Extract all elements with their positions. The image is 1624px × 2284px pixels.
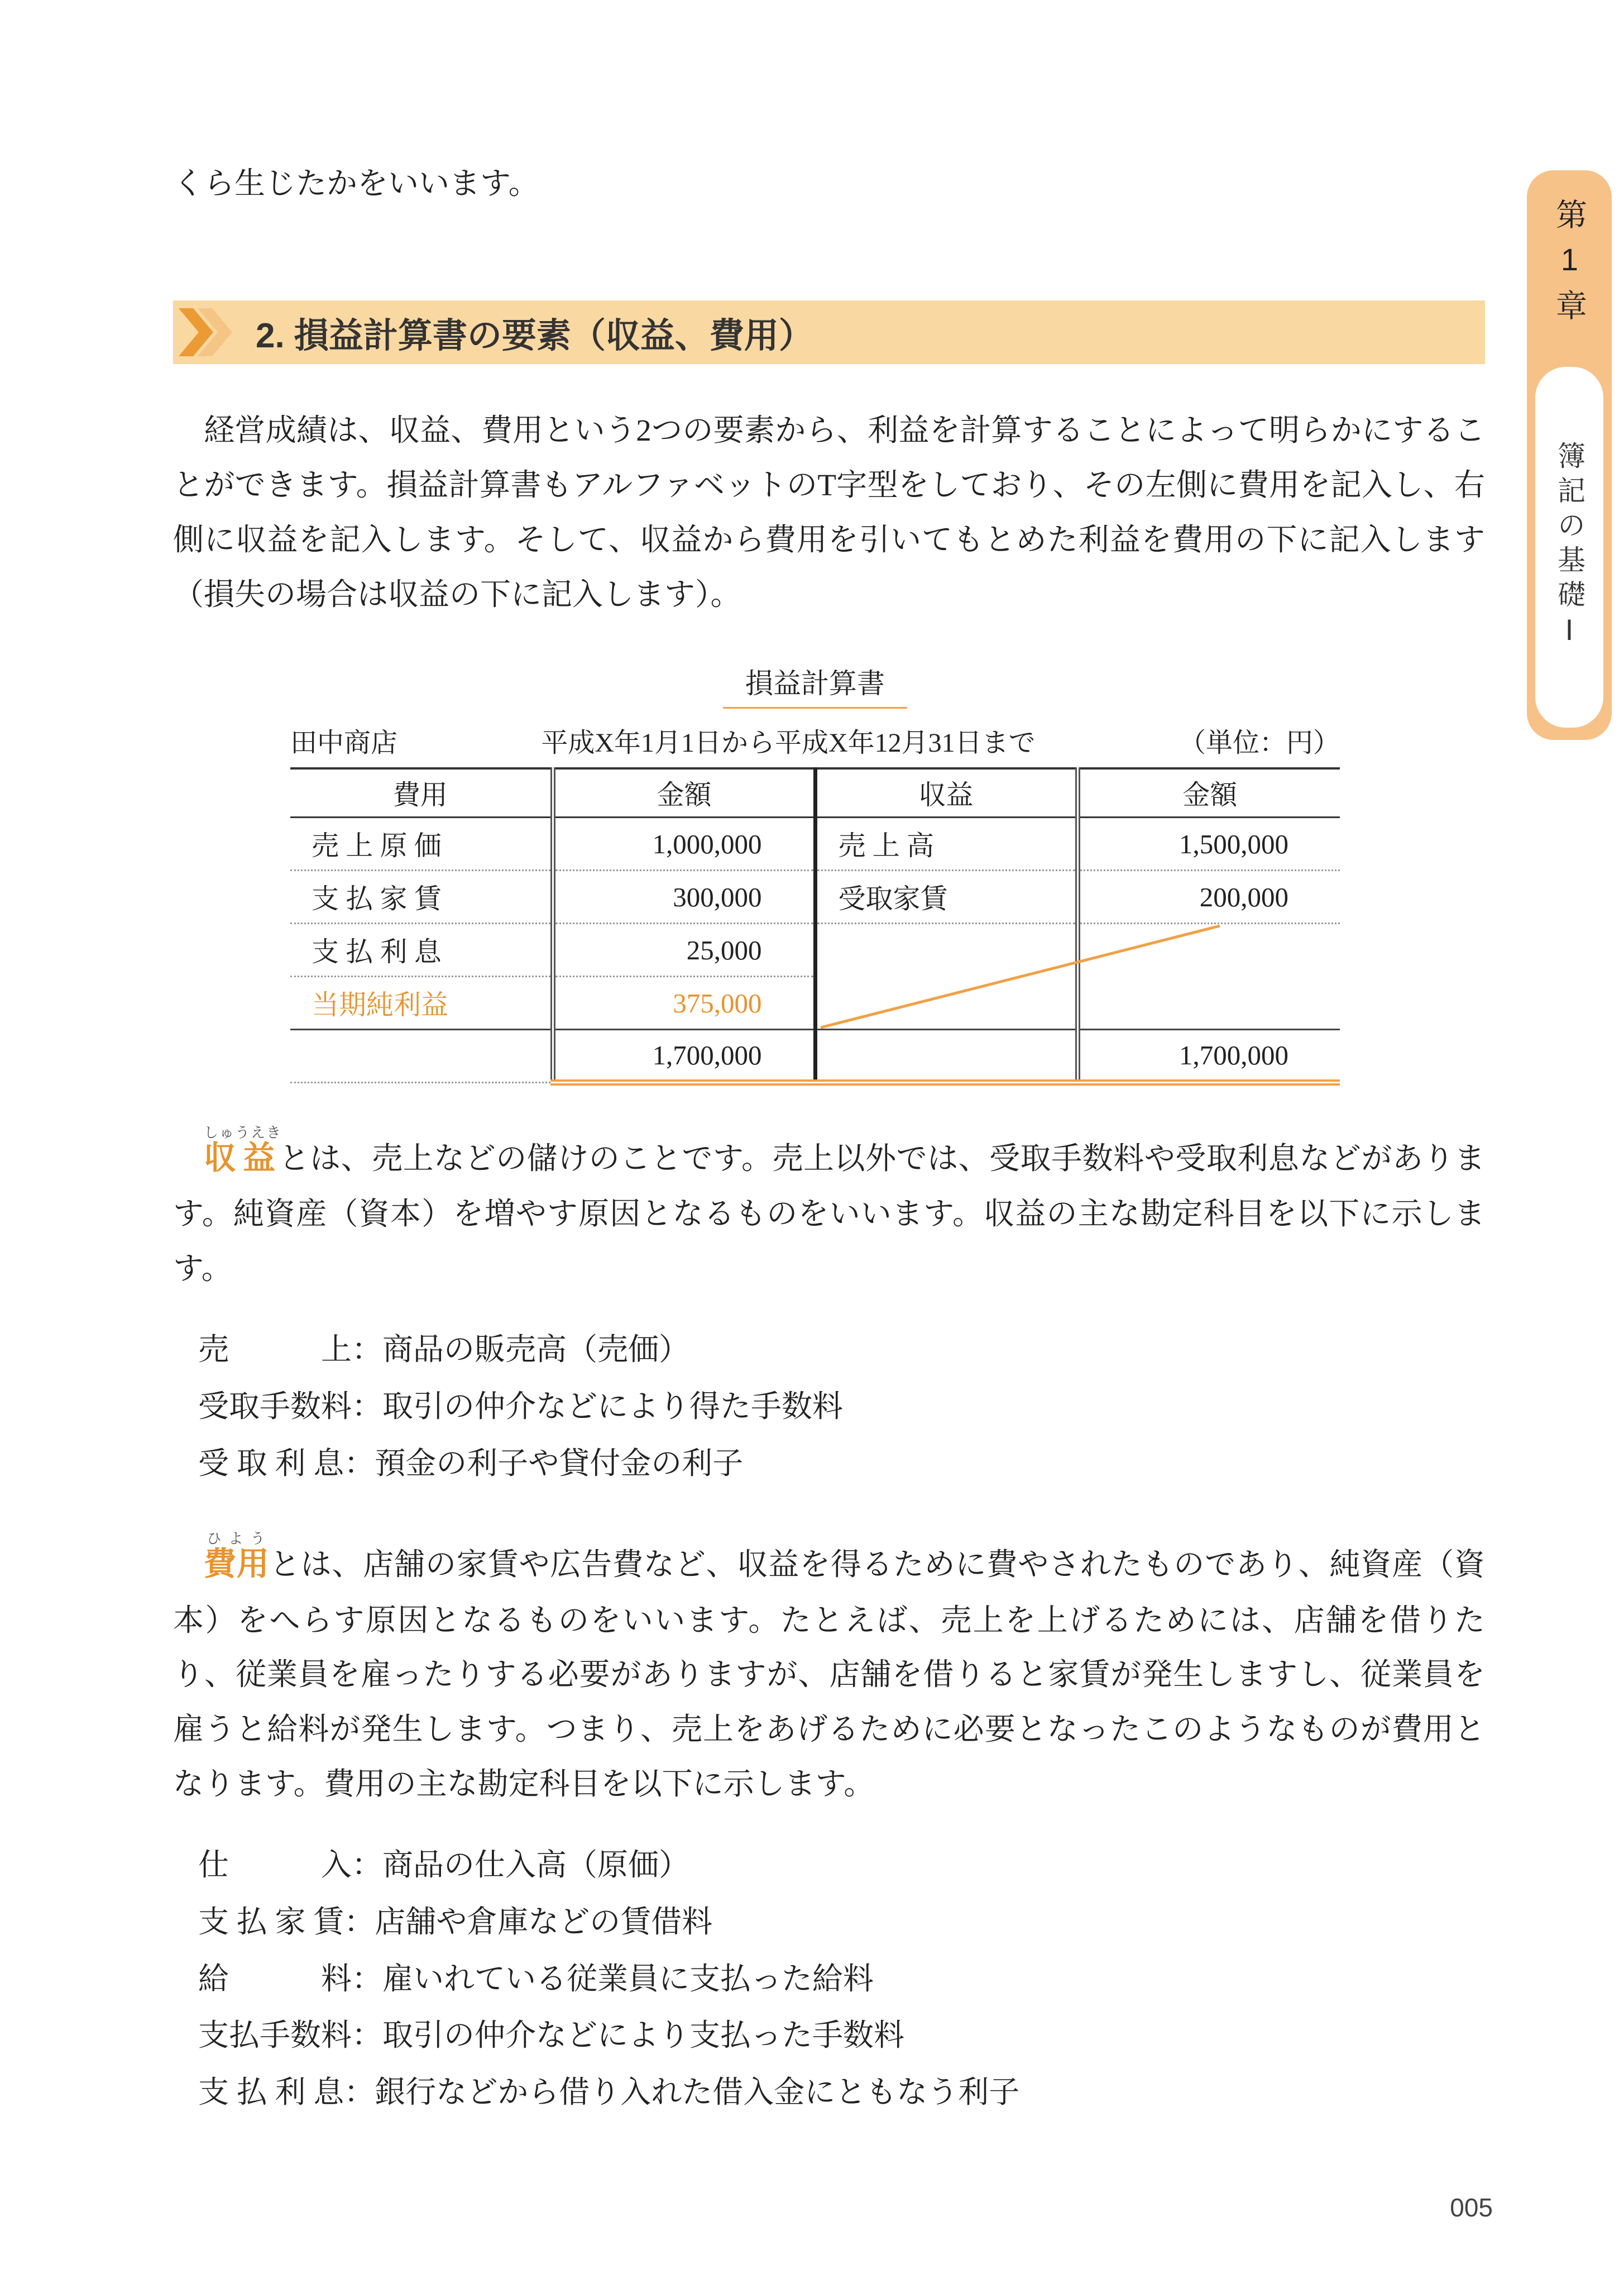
expense-account-list <box>173 1837 1485 2121</box>
list-item: 支 払 家 賃：店舗や倉庫などの賃借料 <box>198 1904 713 1939</box>
revenue-amount <box>1077 924 1340 977</box>
expense-name: 支 払 家 賃 <box>290 871 553 924</box>
statement-title: 損益計算書 <box>723 661 907 709</box>
revenue-account-list <box>173 1321 1485 1492</box>
carryover-text: くら生じたかをいいます。 <box>173 166 539 200</box>
expense-paragraph <box>173 1531 1485 1812</box>
table-total-row <box>290 1030 1340 1083</box>
table-row <box>290 818 1340 871</box>
page-content <box>173 0 1485 2121</box>
revenue-paragraph <box>173 1125 1485 1296</box>
company-name: 田中商店 <box>290 728 398 758</box>
list-item: 仕 入：商品の仕入高（原価） <box>198 1848 690 1882</box>
revenue-furigana: しゅうえき <box>204 1125 282 1141</box>
net-income-label: 当期純利益 <box>290 977 553 1030</box>
list-item: 給 料：雇いれている従業員に支払った給料 <box>198 1961 874 1996</box>
revenue-amount: 200,000 <box>1077 871 1340 924</box>
revenue-amount <box>1077 977 1340 1030</box>
statement-table-wrap <box>290 767 1340 1086</box>
statement-subtitle-row <box>290 721 1340 759</box>
chapter-side-tab <box>1527 170 1612 740</box>
chevron-icon <box>179 308 237 356</box>
revenue-term <box>204 1125 282 1177</box>
expense-amount: 1,000,000 <box>553 818 815 871</box>
list-item: 受 取 利 息：預金の利子や貸付金の利子 <box>198 1446 744 1480</box>
statement-title-row <box>290 661 1340 709</box>
page-number: 005 <box>1450 2193 1493 2222</box>
header-revenue-amount: 金額 <box>1077 768 1340 818</box>
chapter-title: 簿記の基礎Ⅰ <box>1554 441 1585 653</box>
expense-term-text: 費用 <box>204 1546 270 1583</box>
revenue-total-label <box>815 1030 1077 1083</box>
intro-paragraph: 経営成績は、収益、費用という2つの要素から、利益を計算することによって明らかにすることができます。損益計算書もアルファベットのT字型をしており、その左側に費用を記入し、右側に収益を記入します。そして、収益から費用を引いてもとめた利益を費用の下に記入します（損失の場合は収益の下に記入します）。 <box>173 413 1485 611</box>
chapter-title-box <box>1535 367 1603 728</box>
list-item: 支払手数料：取引の仲介などにより支払った手数料 <box>198 2018 905 2053</box>
net-income-amount: 375,000 <box>553 977 815 1030</box>
section-title: 2. 損益計算書の要素（収益、費用） <box>256 316 813 355</box>
list-item: 受取手数料：取引の仲介などにより得た手数料 <box>198 1389 844 1423</box>
pl-statement <box>173 661 1485 1086</box>
header-expense-amount: 金額 <box>553 768 815 818</box>
revenue-name: 受取家賃 <box>815 871 1077 924</box>
revenue-name <box>815 977 1077 1030</box>
expense-furigana: ひよう <box>204 1531 269 1547</box>
expense-paragraph-text: とは、店舗の家賃や広告費など、収益を得るために費やされたものであり、純資産（資本）をへらす原因となるものをいいます。たとえば、売上を上げるためには、店舗を借りたり、従業員を雇ったりする必要がありますが、店舗を借りると家賃が発生しますし、従業員を雇うと給料が発生します。つまり、売上をあげるために必要となったこのようなものが費用となります。費用の主な勘定科目を以下に示します。 <box>173 1547 1485 1802</box>
expense-amount: 25,000 <box>553 924 815 977</box>
table-row <box>290 871 1340 924</box>
pl-table <box>290 767 1340 1086</box>
revenue-term-text: 収益 <box>204 1140 282 1177</box>
revenue-amount: 1,500,000 <box>1077 818 1340 871</box>
expense-name: 支 払 利 息 <box>290 924 553 977</box>
revenue-paragraph-text: とは、売上などの儲けのことです。売上以外では、受取手数料や受取利息などがあります。純資産（資本）を増やす原因となるものをいいます。収益の主な勘定科目を以下に示します。 <box>173 1141 1485 1286</box>
expense-term <box>204 1531 270 1583</box>
expense-total-amount: 1,700,000 <box>553 1030 815 1083</box>
header-expense: 費用 <box>290 768 553 818</box>
expense-total-label <box>290 1030 553 1083</box>
section-header <box>173 300 1485 364</box>
revenue-name <box>815 924 1077 977</box>
table-row <box>290 977 1340 1030</box>
table-header-row <box>290 768 1340 818</box>
unit-label: （単位：円） <box>1179 728 1340 758</box>
chapter-number: 第1章 <box>1552 198 1587 333</box>
list-item: 支 払 利 息：銀行などから借り入れた借入金にともなう利子 <box>198 2075 1020 2110</box>
header-revenue: 収益 <box>815 768 1077 818</box>
table-row <box>290 924 1340 977</box>
list-item: 売 上：商品の販売高（売価） <box>198 1332 690 1367</box>
accounting-period: 平成X年1月1日から平成X年12月31日まで <box>541 728 1036 758</box>
revenue-total-amount: 1,700,000 <box>1077 1030 1340 1083</box>
expense-name: 売 上 原 価 <box>290 818 553 871</box>
revenue-name: 売 上 高 <box>815 818 1077 871</box>
expense-amount: 300,000 <box>553 871 815 924</box>
